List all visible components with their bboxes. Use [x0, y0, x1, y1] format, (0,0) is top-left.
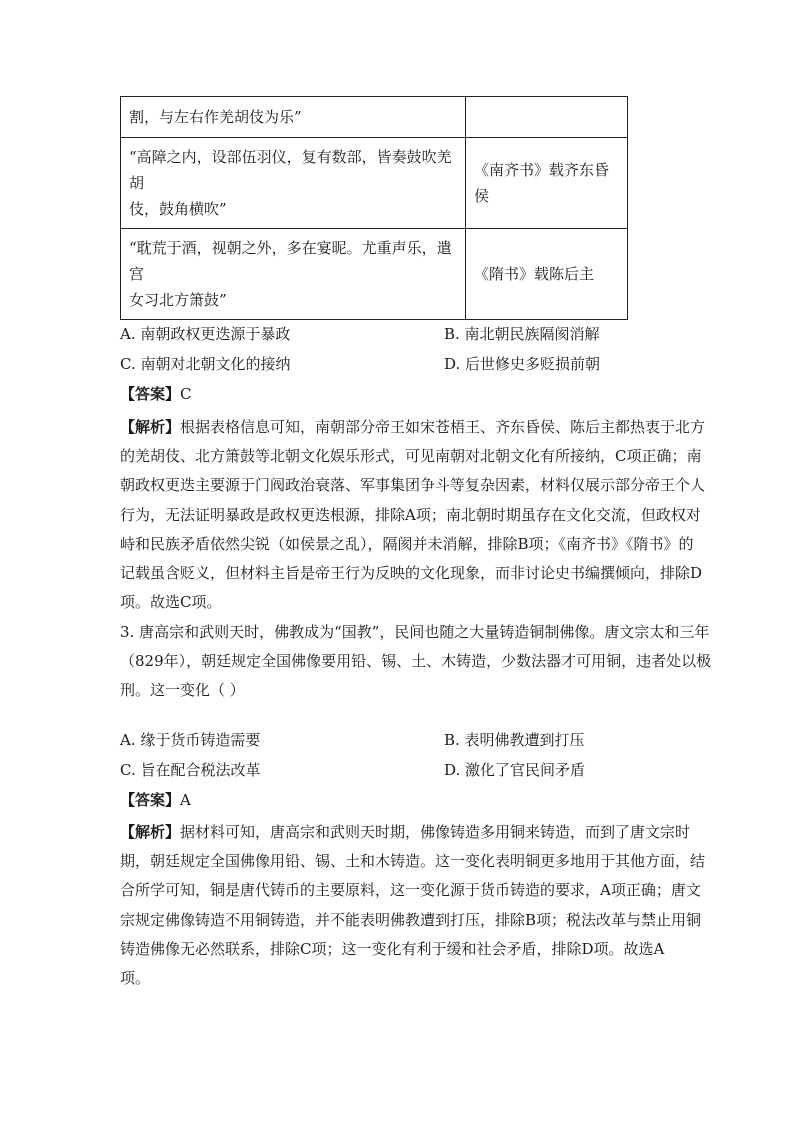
analysis-line: 的羌胡伎、北方箫鼓等北朝文化娱乐形式，可见南朝对北朝文化有所接纳，C项正确；南: [120, 447, 702, 466]
answer-value: A: [180, 791, 191, 809]
table-cell-source: [466, 97, 628, 138]
answer-label: 【答案】: [120, 791, 181, 809]
analysis-line: 【解析】据材料可知，唐高宗和武则天时期，佛像铸造多用铜来铸造，而到了唐文宗时: [120, 823, 691, 841]
stem-line: 3. 唐高宗和武则天时，佛教成为“国教”，民间也随之大量铸造铜制佛像。唐文宗太和三年: [120, 623, 710, 641]
analysis-line: 【解析】根据表格信息可知，南朝部分帝王如宋苍梧王、齐东昏侯、陈后主都热衷于北方: [120, 418, 706, 436]
table-cell-quote: [121, 229, 466, 320]
analysis-line: 合所学可知，铜是唐代铸币的主要原料，这一变化源于货币铸造的要求，A项正确；唐文: [120, 881, 701, 900]
answer-label: 【答案】: [120, 385, 181, 403]
quote-line: “高障之内，设部伍羽仪，复有数部，皆奏鼓吹羌胡: [129, 148, 452, 192]
table-row: [121, 229, 628, 320]
analysis-line: 期，朝廷规定全国佛像用铅、锡、土和木铸造。这一变化表明铜更多地用于其他方面，结: [120, 852, 706, 871]
q2-answer: [120, 382, 680, 406]
analysis-line: 宗规定佛像铸造不用铜铸造，并不能表明佛教遭到打压，排除B项；税法改革与禁止用铜: [120, 910, 702, 929]
stem-line: （829年），朝廷规定全国佛像要用铅、锡、土、木铸造，少数法器才可用铜，违者处以极: [120, 652, 712, 671]
q3-option-b[interactable]: B. 表明佛教遭到打压: [444, 731, 585, 749]
q2-option-b[interactable]: B. 南北朝民族隔阂消解: [444, 325, 600, 343]
q2-options-row-2: [120, 352, 680, 376]
analysis-label: 【解析】: [120, 823, 181, 841]
q3-option-d[interactable]: D. 激化了官民间矛盾: [444, 761, 586, 779]
table-cell-quote: [121, 138, 466, 229]
q2-option-c[interactable]: C. 南朝对北朝文化的接纳: [120, 355, 291, 373]
table-cell-quote: 割，与左右作羌胡伎为乐”: [121, 97, 466, 138]
q3-options-row-2: [120, 758, 680, 782]
q2-options-row-1: [120, 322, 680, 346]
q2-option-d[interactable]: D. 后世修史多贬损前朝: [444, 355, 601, 373]
analysis-line: 峙和民族矛盾依然尖锐（如侯景之乱），隔阂并未消解，排除B项；《南齐书》《隋书》的: [120, 534, 694, 553]
q3-stem: [120, 618, 712, 706]
analysis-line: 项。故选C项。: [120, 593, 222, 612]
q3-options-row-1: [120, 728, 680, 752]
q3-option-a[interactable]: A. 缘于货币铸造需要: [120, 731, 261, 749]
analysis-line: 行为，无法证明暴政是政权更迭根源，排除A项；南北朝时期虽存在文化交流，但政权对: [120, 505, 701, 524]
answer-value: C: [180, 385, 192, 403]
analysis-line: 记载虽含贬义，但材料主旨是帝王行为反映的文化现象，而非讨论史书编撰倾向，排除D: [120, 563, 703, 582]
table-row: [121, 97, 628, 138]
quote-line: “耽荒于酒，视朝之外，多在宴昵。尤重声乐，遣宫: [129, 239, 452, 283]
table-cell-source: 《南齐书》载齐东昏侯: [466, 138, 628, 229]
analysis-line: 铸造佛像无必然联系，排除C项；这一变化有利于缓和社会矛盾，排除D项。故选A: [120, 939, 665, 958]
analysis-label: 【解析】: [120, 418, 181, 436]
table-cell-source: 《隋书》载陈后主: [466, 229, 628, 320]
analysis-line: 朝政权更迭主要源于门阀政治衰落、军事集团争斗等复杂因素，材料仅展示部分帝王个人: [120, 476, 706, 495]
analysis-line: 项。: [120, 968, 151, 987]
quote-line: 伎，鼓角横吹”: [129, 200, 227, 218]
q3-option-c[interactable]: C. 旨在配合税法改革: [120, 761, 261, 779]
stem-line: 刑。这一变化（ ）: [120, 681, 245, 700]
q2-analysis: [120, 413, 706, 617]
q2-option-a[interactable]: A. 南朝政权更迭源于暴政: [120, 325, 291, 343]
table-row: [121, 138, 628, 229]
q3-answer: [120, 788, 680, 812]
q3-analysis: [120, 818, 706, 993]
quote-line: 女习北方箫鼓”: [129, 291, 227, 309]
source-table: [120, 96, 628, 320]
